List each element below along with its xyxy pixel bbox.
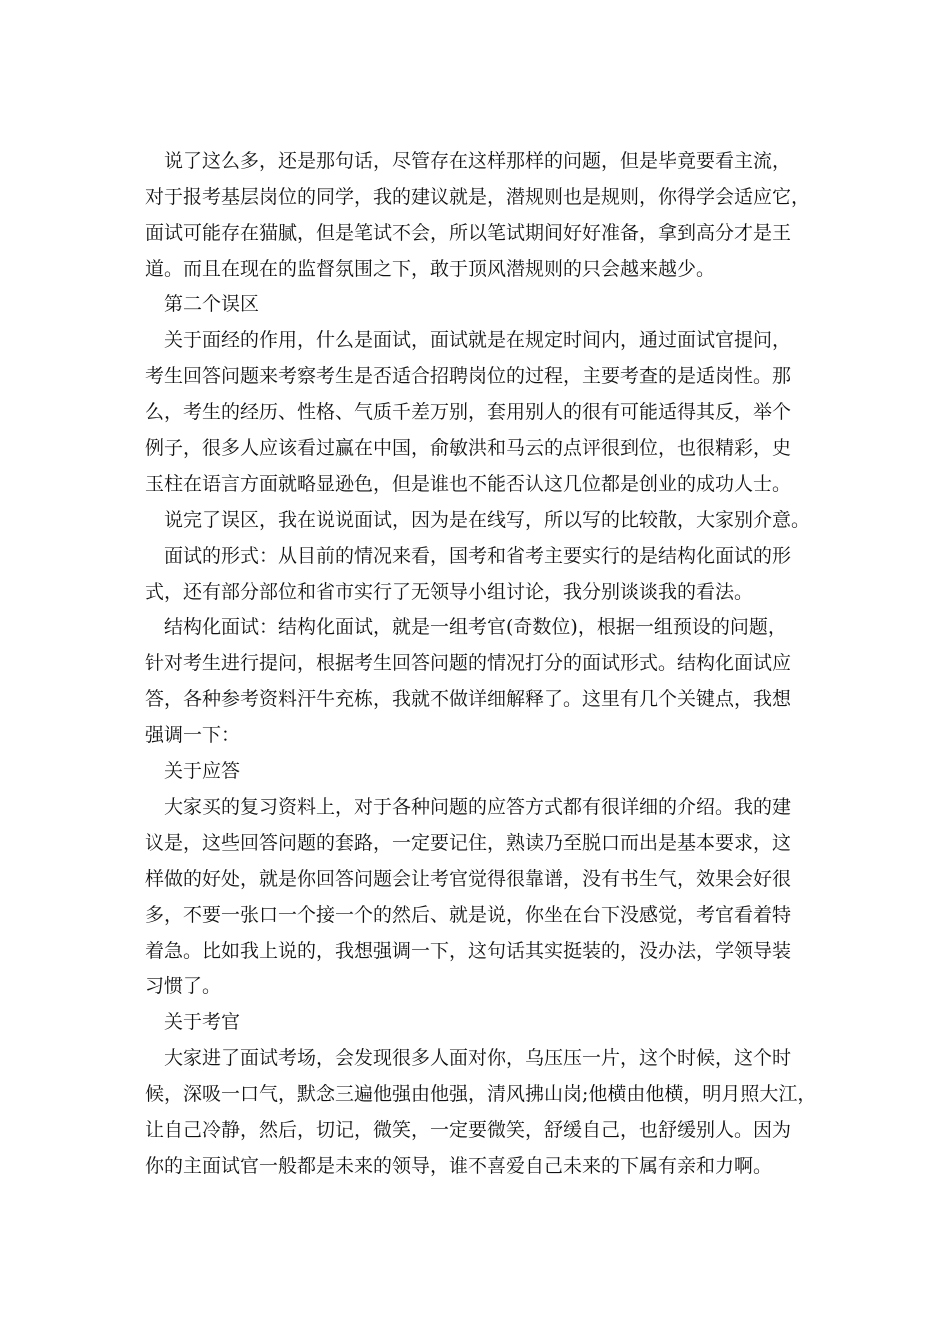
text-line: 例子，很多人应该看过赢在中国，俞敏洪和马云的点评很到位，也很精彩，史 xyxy=(145,437,792,459)
text-line: 关于面经的作用，什么是面试，面试就是在规定时间内，通过面试官提问， xyxy=(164,329,792,351)
text-line: 习惯了。 xyxy=(145,975,222,997)
text-line: 候，深吸一口气，默念三遍他强由他强，清风拂山岗;他横由他横，明月照大江， xyxy=(145,1083,817,1105)
text-line: 样做的好处，就是你回答问题会让考官觉得很靠谱，没有书生气，效果会好很 xyxy=(145,868,792,890)
section-heading: 关于考官 xyxy=(164,1011,241,1033)
text-line: 针对考生进行提问，根据考生回答问题的情况打分的面试形式。结构化面试应 xyxy=(145,652,792,674)
text-line: 结构化面试：结构化面试，就是一组考官(奇数位)，根据一组预设的问题， xyxy=(164,616,787,638)
text-line: 面试的形式：从目前的情况来看，国考和省考主要实行的是结构化面试的形 xyxy=(164,545,792,567)
text-line: 道。而且在现在的监督氛围之下，敢于顶风潜规则的只会越来越少。 xyxy=(145,258,716,280)
text-line: 面试可能存在猫腻，但是笔试不会，所以笔试期间好好准备，拿到高分才是王 xyxy=(145,222,792,244)
text-line: 多，不要一张口一个接一个的然后、就是说，你坐在台下没感觉，考官看着特 xyxy=(145,904,792,926)
text-line: 说了这么多，还是那句话，尽管存在这样那样的问题，但是毕竟要看主流， xyxy=(164,150,792,172)
text-line: 大家进了面试考场，会发现很多人面对你，乌压压一片，这个时候，这个时 xyxy=(164,1047,792,1069)
text-line: 说完了误区，我在说说面试，因为是在线写，所以写的比较散，大家别介意。 xyxy=(164,509,811,531)
text-line: 考生回答问题来考察考生是否适合招聘岗位的过程，主要考查的是适岗性。那 xyxy=(145,365,792,387)
text-line: 答，各种参考资料汗牛充栋，我就不做详细解释了。这里有几个关键点，我想 xyxy=(145,688,792,710)
text-line: 议是，这些回答问题的套路，一定要记住，熟读乃至脱口而出是基本要求，这 xyxy=(145,832,792,854)
section-heading: 第二个误区 xyxy=(164,293,260,315)
text-line: 大家买的复习资料上，对于各种问题的应答方式都有很详细的介绍。我的建 xyxy=(164,796,792,818)
text-line: 对于报考基层岗位的同学，我的建议就是，潜规则也是规则，你得学会适应它， xyxy=(145,186,811,208)
text-line: 玉柱在语言方面就略显逊色，但是谁也不能否认这几位都是创业的成功人士。 xyxy=(145,473,792,495)
text-line: 你的主面试官一般都是未来的领导，谁不喜爱自己未来的下属有亲和力啊。 xyxy=(145,1155,773,1177)
text-line: 让自己冷静，然后，切记，微笑，一定要微笑，舒缓自己，也舒缓别人。因为 xyxy=(145,1119,792,1141)
section-heading: 关于应答 xyxy=(164,760,241,782)
text-line: 着急。比如我上说的，我想强调一下，这句话其实挺装的，没办法，学领导装 xyxy=(145,940,792,962)
text-line: 强调一下： xyxy=(145,724,241,746)
text-line: 么，考生的经历、性格、气质千差万别，套用别人的很有可能适得其反，举个 xyxy=(145,401,792,423)
text-line: 式，还有部分部位和省市实行了无领导小组讨论，我分别谈谈我的看法。 xyxy=(145,581,754,603)
